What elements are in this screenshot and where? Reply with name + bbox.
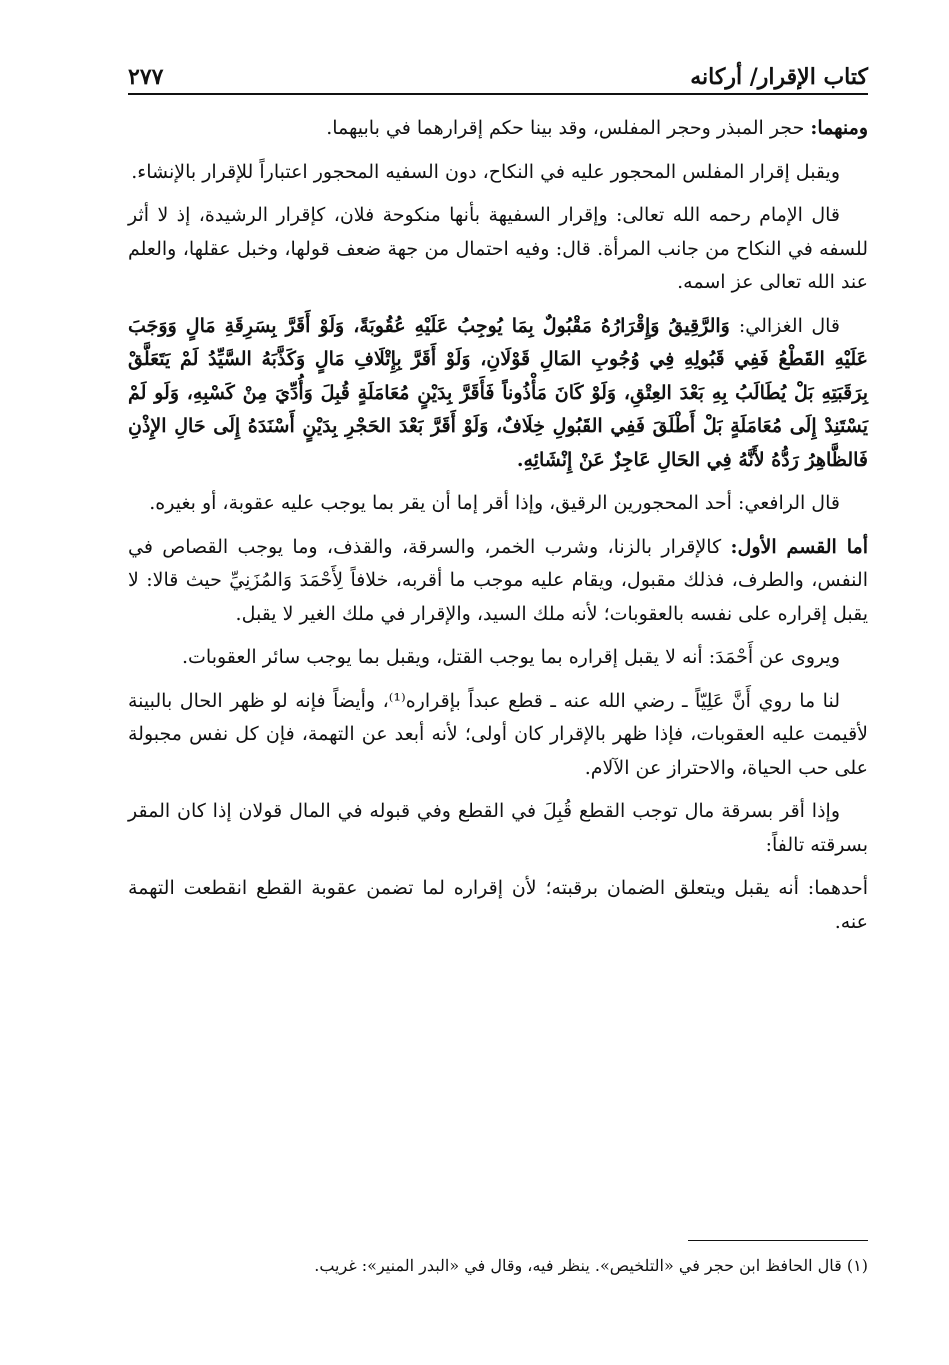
paragraph	[128, 156, 868, 190]
paragraph-text: قال الرافعي: أحد المحجورين الرقيق، وإذا أقر إما أن يقر بما يوجب عليه عقوبة، أو بغيره.	[149, 492, 840, 514]
header-rule	[128, 93, 868, 95]
paragraph-text: أحدهما: أنه يقبل ويتعلق الضمان برقبته؛ لأن إقراره لما تضمن عقوبة القطع انقطعت التهمة عنه.	[128, 877, 868, 933]
paragraph	[128, 487, 868, 521]
paragraph	[128, 531, 868, 632]
paragraph-lead: أما القسم الأول:	[730, 535, 869, 558]
paragraph-text: حجر المبذر وحجر المفلس، وقد بينا حكم إقرارهما في بابيهما.	[326, 117, 811, 139]
running-title: كتاب الإقرار/ أركانه	[690, 64, 868, 90]
paragraph-text: لنا ما روي أَنَّ عَلِيّاً ـ رضي الله عنه ـ قطع عبداً بإقراره⁽¹⁾، وأيضاً فإنه لو ظهر الحال بالبينة لأقيمت عليه العقوبات، فإذا ظهر بالإقرار كان أولى؛ لأنه أبعد عن التهمة، فإن كل نفس مجبولة على حب الحياة، والاحتراز عن الآلام.	[128, 689, 868, 779]
page-number: ٢٧٧	[128, 64, 164, 90]
paragraph-text: ويروى عن أَحْمَدَ: أنه لا يقبل إقراره بما يوجب القتل، ويقبل بما يوجب سائر العقوبات.	[181, 646, 840, 668]
page-header	[128, 50, 868, 90]
paragraph	[128, 872, 868, 939]
paragraph	[128, 641, 868, 675]
paragraph-lead: ومنهما:	[810, 117, 868, 139]
paragraph	[128, 795, 868, 862]
paragraph	[128, 199, 868, 300]
paragraph	[128, 112, 868, 146]
paragraph	[128, 310, 868, 478]
paragraph-text: ويقبل إقرار المفلس المحجور عليه في النكاح، دون السفيه المحجور اعتباراً للإقرار بالإنشاء.	[131, 160, 840, 183]
footnote: (١) قال الحافظ ابن حجر في «التلخيص». ينظر فيه، وقال في «البدر المنير»: غريب.	[314, 1256, 868, 1275]
paragraph-text: قال الإمام رحمه الله تعالى: وإقرار السفيهة بأنها منكوحة فلان، كإقرار الرشيدة، إذ لا أثر للسفه في النكاح من جانب المرأة. قال: وفيه احتمال من جهة ضعف قولها، وخبل عقلها، والعلم عند الله تعالى عز اسمه.	[128, 204, 868, 293]
paragraph-text: وإذا أقر بسرقة مال توجب القطع قُبِلَ في القطع وفي قبوله في المال قولان إذا كان المقر بسرقته تالفاً:	[128, 800, 868, 856]
paragraph-lead: قال الغزالي:	[738, 314, 840, 337]
main-text	[128, 112, 868, 949]
quoted-text: وَالرَّقِيقُ وَإِقْرَارُهُ مَقْبُولٌ بِمَا يُوجِبُ عَلَيْهِ عُقُوبَةً، وَلَوْ أَقَرَّ بِسَرِقَةِ مَالٍ وَوَجَبَ عَلَيْهِ القَطْعُ فَفِي قَبُولِهِ فِي وُجُوبِ المَالِ قَوْلَانِ، وَلَوْ أَقَرَّ بِإِتْلَافِ مَالٍ وَكَذَّبَهُ السَّيِّدُ لَمْ يَتَعَلَّقْ بِرَقَبَتِهِ بَلْ يُطَالَبُ بِهِ بَعْدَ العِتْقِ، وَلَوْ كَانَ مَأْذُوناً فَأَقَرَّ بِدَيْنٍ مُعَامَلَةٍ قُبِلَ وَأُدِّيَ مِنْ كَسْبِهِ، وَلَو لَمْ يَسْتَنِدْ إِلَى مُعَامَلَةٍ بَلْ أَطْلَقَ فَفِي القَبُولِ خِلَافٌ، وَلَوْ أَقَرَّ بَعْدَ الحَجْرِ بِدَيْنٍ أَسْنَدَهُ إِلَى حَالِ الإِذْنِ فَالظَّاهِرُ رَدُّهُ لأَنَّهُ فِي الحَالِ عَاجِزٌ عَنْ إِنْشَائِهِ.	[128, 314, 868, 471]
paragraph	[128, 685, 868, 786]
footnote-rule	[688, 1240, 868, 1241]
paragraph-text: كالإقرار بالزنا، وشرب الخمر، والسرقة، والقذف، وما يوجب القصاص في النفس، والطرف، فذلك مقبول، ويقام عليه موجب ما أقربه، خلافاً لِأَحْمَدَ وَالمُزَنِيِّ حيث قالا: لا يقبل إقراره على نفسه بالعقوبات؛ لأنه ملك السيد، والإقرار في ملك الغير لا يقبل.	[128, 535, 868, 625]
